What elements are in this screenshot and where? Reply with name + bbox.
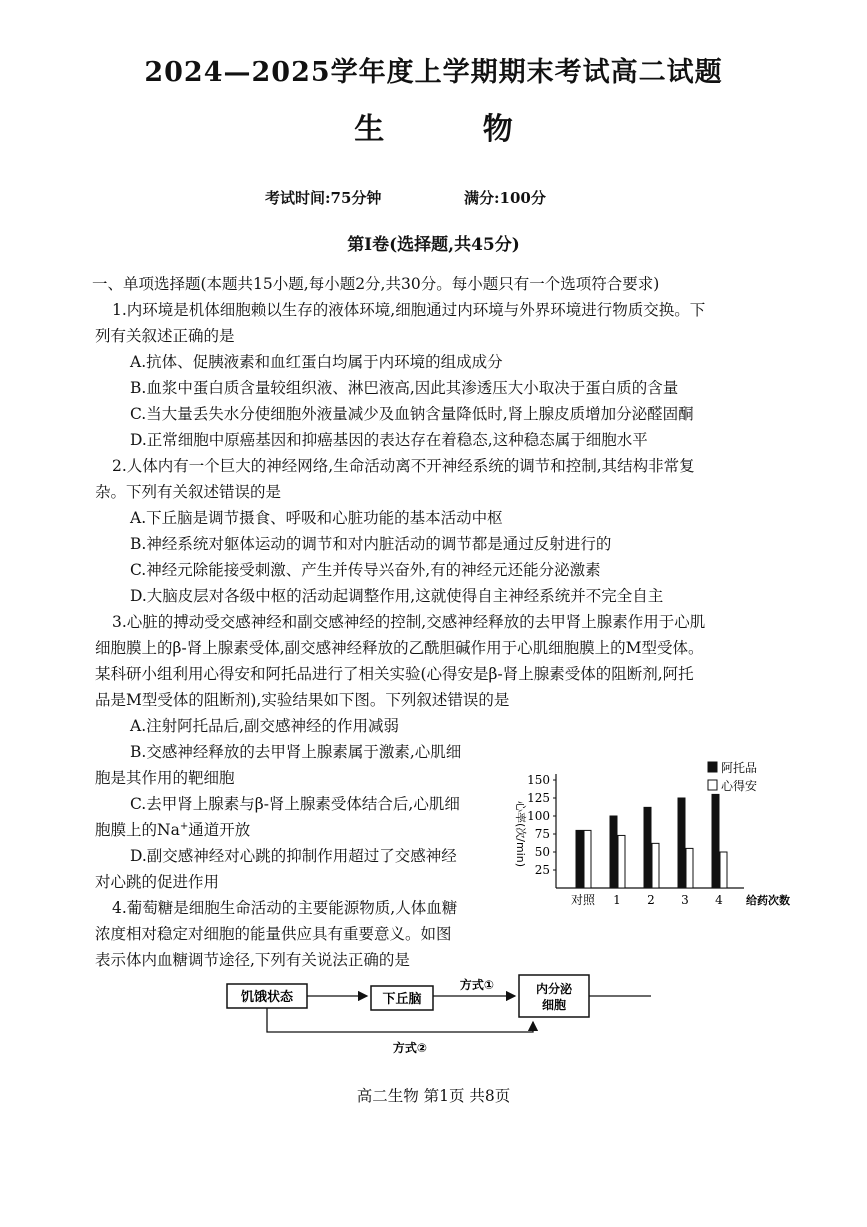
q4-stem-line1: 4.葡萄糖是细胞生命活动的主要能源物质,人体血糖 [112, 899, 458, 917]
q1-option-a: A.抗体、促胰液素和血红蛋白均属于内环境的组成成分 [130, 353, 503, 371]
chart-x-tick-label: 1 [613, 893, 621, 907]
exam-title: 2024—2025学年度上学期期末考试高二试题 [144, 57, 723, 88]
chart-bar [610, 816, 617, 888]
chart-x-tick-label: 对照 [570, 893, 596, 907]
q3-option-b-line1: B.交感神经释放的去甲肾上腺素属于激素,心肌细 [130, 743, 462, 761]
chart-legend [708, 760, 757, 793]
q2-option-d: D.大脑皮层对各级中枢的活动起调整作用,这就使得自主神经系统并不完全自主 [130, 587, 664, 605]
q2-option-a: A.下丘脑是调节摄食、呼吸和心脏功能的基本活动中枢 [130, 509, 503, 527]
flow-box-endocrine-label-1: 内分泌 [535, 982, 573, 996]
flow-box-endocrine-label-2: 细胞 [541, 998, 567, 1012]
subject-title: 生 物 [354, 112, 557, 147]
q4-stem-line3: 表示体内血糖调节途径,下列有关说法正确的是 [95, 951, 410, 969]
flow-box-hypothalamus-label: 下丘脑 [382, 992, 422, 1007]
chart-bar [576, 830, 583, 888]
blood-glucose-flow-diagram [225, 972, 655, 1064]
q2-option-b: B.神经系统对躯体运动的调节和对内脏活动的调节都是通过反射进行的 [130, 535, 612, 553]
chart-legend-swatch [708, 762, 717, 772]
q3-option-c-line2 [95, 818, 250, 840]
full-score: 满分:100分 [464, 189, 546, 207]
chart-legend-swatch [708, 780, 717, 790]
flow-label-mode2: 方式② [392, 1041, 428, 1055]
chart-x-tick-label: 2 [647, 893, 655, 907]
chart-bar [584, 830, 591, 888]
chart-bars [576, 794, 727, 888]
exam-time: 考试时间:75分钟 [265, 189, 382, 207]
q3-c2-text-b: 通道开放 [188, 821, 251, 839]
q3-stem-line1: 3.心脏的搏动受交感神经和副交感神经的控制,交感神经释放的去甲肾上腺素作用于心肌 [112, 613, 706, 631]
q3-c2-text-a: 胞膜上的Na [95, 821, 180, 839]
q2-stem-line1: 2.人体内有一个巨大的神经网络,生命活动离不开神经系统的调节和控制,其结构非常复 [112, 457, 695, 475]
chart-bar [618, 835, 625, 888]
chart-x-tick-label: 3 [681, 893, 689, 907]
chart-legend-label: 心得安 [721, 779, 758, 793]
section1-heading: 一、单项选择题(本题共15小题,每小题2分,共30分。每小题只有一个选项符合要求) [92, 275, 660, 293]
chart-bar [652, 843, 659, 888]
chart-y-tick-label: 50 [534, 845, 550, 859]
q1-option-b: B.血浆中蛋白质含量较组织液、淋巴液高,因此其渗透压大小取决于蛋白质的含量 [130, 379, 679, 397]
chart-y-tick-label: 100 [527, 809, 550, 823]
chart-bar [712, 794, 719, 888]
chart-y-tick-label: 150 [527, 773, 550, 787]
chart-y-axis-label: 心率(次/min) [514, 800, 527, 868]
q1-option-c: C.当大量丢失水分使细胞外液量减少及血钠含量降低时,肾上腺皮质增加分泌醛固酮 [130, 405, 694, 423]
chart-x-axis-label: 给药次数 [746, 894, 790, 907]
chart-bar [678, 798, 685, 888]
q4-stem-line2: 浓度相对稳定对细胞的能量供应具有重要意义。如图 [95, 925, 452, 943]
chart-y-tick-label: 125 [527, 791, 550, 805]
part1-heading: 第Ⅰ卷(选择题,共45分) [347, 235, 520, 255]
chart-y-tick-label: 75 [534, 827, 550, 841]
q3-option-a: A.注射阿托品后,副交感神经的作用减弱 [130, 717, 400, 735]
q3-option-d-line2: 对心跳的促进作用 [95, 873, 220, 891]
chart-legend-label: 阿托品 [721, 761, 758, 775]
chart-bar [686, 848, 693, 888]
flow-box-hunger-label: 饥饿状态 [240, 990, 294, 1005]
page-footer: 高二生物 第1页 共8页 [356, 1087, 511, 1105]
q3-stem-line3: 某科研小组利用心得安和阿托品进行了相关实验(心得安是β-肾上腺素受体的阻断剂,阿托 [95, 665, 694, 683]
q2-option-c: C.神经元除能接受刺激、产生并传导兴奋外,有的神经元还能分泌激素 [130, 561, 601, 579]
chart-bar [720, 852, 727, 888]
q1-option-d: D.正常细胞中原癌基因和抑癌基因的表达存在着稳态,这种稳态属于细胞水平 [130, 431, 648, 449]
q3-c2-sup: + [179, 820, 189, 832]
q2-stem-line2: 杂。下列有关叙述错误的是 [95, 483, 282, 501]
q3-stem-line2: 细胞膜上的β-肾上腺素受体,副交感神经释放的乙酰胆碱作用于心肌细胞膜上的M型受体。 [95, 639, 704, 657]
q3-option-b-line2: 胞是其作用的靶细胞 [95, 769, 235, 787]
q1-stem-line2: 列有关叙述正确的是 [95, 327, 235, 345]
q3-option-c-line1: C.去甲肾上腺素与β-肾上腺素受体结合后,心肌细 [130, 795, 460, 813]
chart-bar [644, 807, 651, 888]
chart-x-tick-label: 4 [715, 893, 723, 907]
q1-stem-line1: 1.内环境是机体细胞赖以生存的液体环境,细胞通过内环境与外界环境进行物质交换。下 [112, 301, 706, 319]
q3-stem-line4: 品是M型受体的阻断剂),实验结果如下图。下列叙述错误的是 [95, 691, 510, 709]
chart-y-tick-label: 25 [534, 863, 550, 877]
q3-option-d-line1: D.副交感神经对心跳的抑制作用超过了交感神经 [130, 847, 457, 865]
flow-label-mode1: 方式① [459, 978, 495, 992]
flow-arrow-mode2 [267, 1008, 533, 1032]
heart-rate-bar-chart [508, 758, 790, 918]
